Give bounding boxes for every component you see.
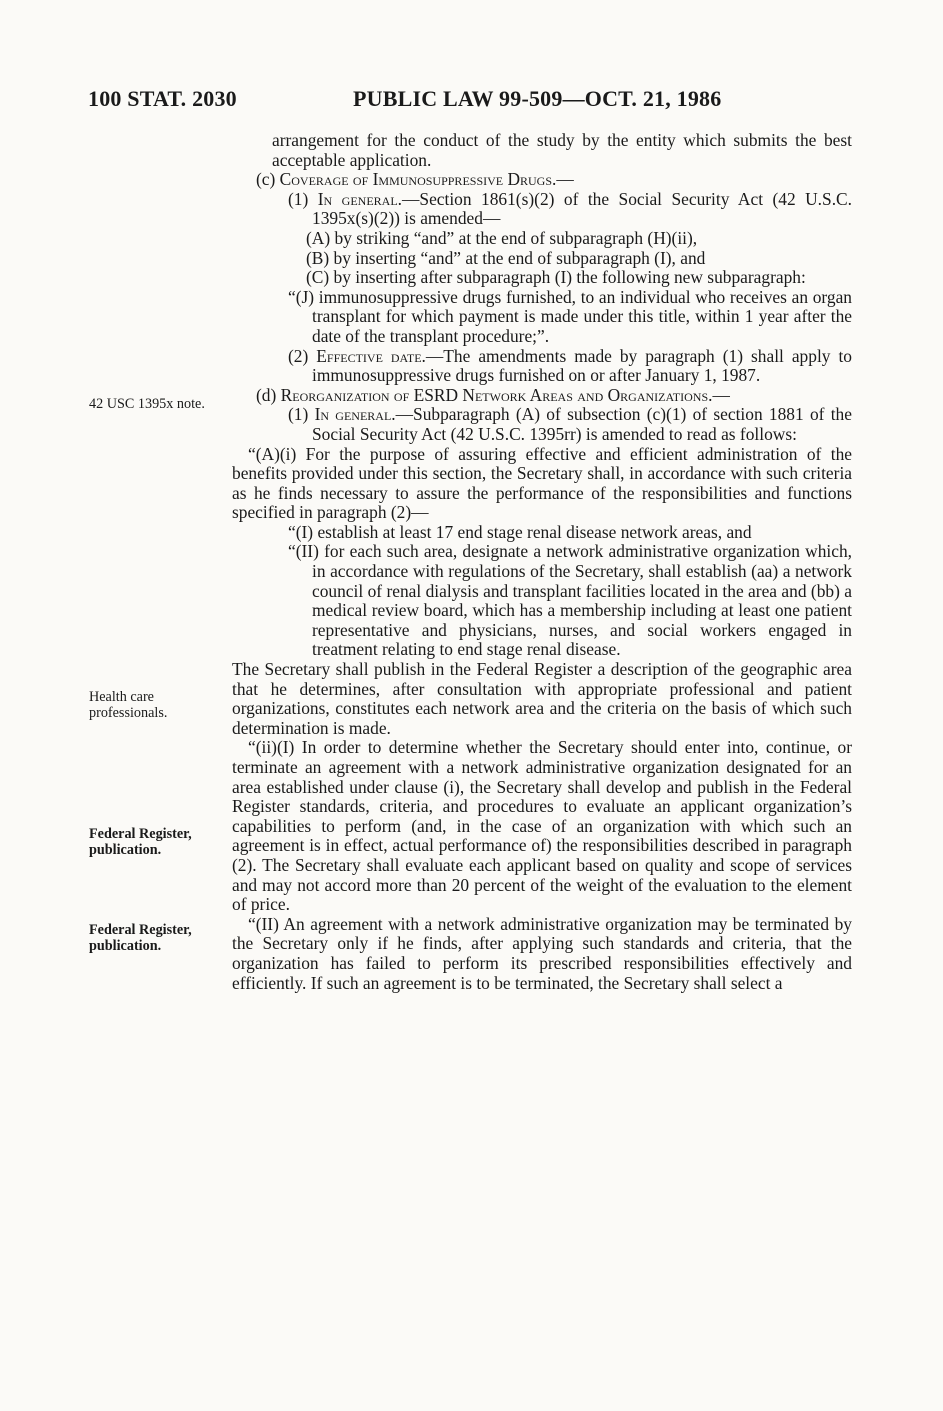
paragraph-c1: (1) In general.—Section 1861(s)(2) of the Social Security Act (42 U.S.C. 1395x(s)(2)) is amended— bbox=[288, 188, 852, 229]
paragraph-study-arrangement: arrangement for the conduct of the study by the entity which submits the best acceptable application. bbox=[272, 130, 852, 170]
subparagraph-cB: (B) by inserting “and” at the end of subparagraph (I), and bbox=[306, 247, 706, 268]
margin-note-federal-register-2: Federal Register, publication. bbox=[89, 922, 192, 954]
margin-note-federal-register-1: Federal Register, publication. bbox=[89, 826, 192, 858]
page-header bbox=[88, 86, 858, 116]
subclause-I: “(I) establish at least 17 end stage renal disease network areas, and bbox=[288, 521, 752, 542]
subsection-c-heading: (c) Coverage of Immunosuppressive Drugs.— bbox=[256, 169, 574, 190]
public-law-title: PUBLIC LAW 99-509—OCT. 21, 1986 bbox=[353, 86, 722, 111]
stat-page-number: 100 STAT. 2030 bbox=[88, 86, 237, 111]
subparagraph-cC: (C) by inserting after subparagraph (I) the following new subparagraph: bbox=[306, 267, 806, 288]
subparagraph-cA: (A) by striking “and” at the end of subparagraph (H)(ii), bbox=[306, 227, 698, 248]
clause-II: “(II) An agreement with a network administrative organization may be terminated by the Secretary only if he finds, after applying such standards and criteria, that the organization has failed to perform its prescribed responsibilities effectively and efficiently. If such an agreement is to be terminated, the Secretary shall select a bbox=[232, 913, 852, 993]
paragraph-d1: (1) In general.—Subparagraph (A) of subsection (c)(1) of section 1881 of the Social Security Act (42 U.S.C. 1395rr) is amended to read as follows: bbox=[288, 404, 852, 444]
paragraph-c2: (2) Effective date.—The amendments made by paragraph (1) shall apply to immunosuppressive drugs furnished on or after January 1, 1987. bbox=[288, 345, 852, 386]
margin-note-health-care: Health care professionals. bbox=[89, 689, 168, 721]
subsection-d-heading: (d) Reorganization of ESRD Network Areas and Organizations.— bbox=[256, 384, 730, 405]
margin-note-usc: 42 USC 1395x note. bbox=[89, 396, 205, 412]
statute-body bbox=[232, 131, 852, 993]
subparagraph-J: “(J) immunosuppressive drugs furnished, to an individual who receives an organ transplant for which payment is made under this title, within 1 year after the date of the transplant procedure;”. bbox=[288, 286, 852, 346]
clause-A-i: “(A)(i) For the purpose of assuring effective and efficient administration of the benefits provided under this section, the Secretary shall, in accordance with such criteria as he finds necessary to assure the performance of the responsibilities and functions specified in paragraph (2)— bbox=[232, 443, 852, 523]
subclause-II: “(II) for each such area, designate a network administrative organization which, in accordance with regulations of the Secretary, shall establish (aa) a network council of renal dialysis and transplant facilities located in the area and (bb) a medical review board, which has a membership including at least one patient representative and physicians, nurses, and social workers engaged in treatment relating to end stage renal disease. bbox=[288, 541, 852, 660]
federal-register-publication: The Secretary shall publish in the Federal Register a description of the geographic area that he determines, after consultation with appropriate professional and patient organizations, constitutes each network area and the criteria on the basis of which such determination is made. bbox=[232, 659, 852, 738]
clause-ii-I: “(ii)(I) In order to determine whether the Secretary should enter into, continue, or terminate an agreement with a network administrative organization designated for an area established under clause (i), the Secretary shall develop and publish in the Federal Register standards, criteria, and procedures to evaluate an applicant organization’s capabilities to perform (and, in the case of an organization with which such an agreement is in effect, actual performance of) the responsibilities described in paragraph (2). The Secretary shall evaluate each applicant based on quality and scope of services and may not accord more than 20 percent of the weight of the evaluation to the element of price. bbox=[232, 737, 852, 915]
